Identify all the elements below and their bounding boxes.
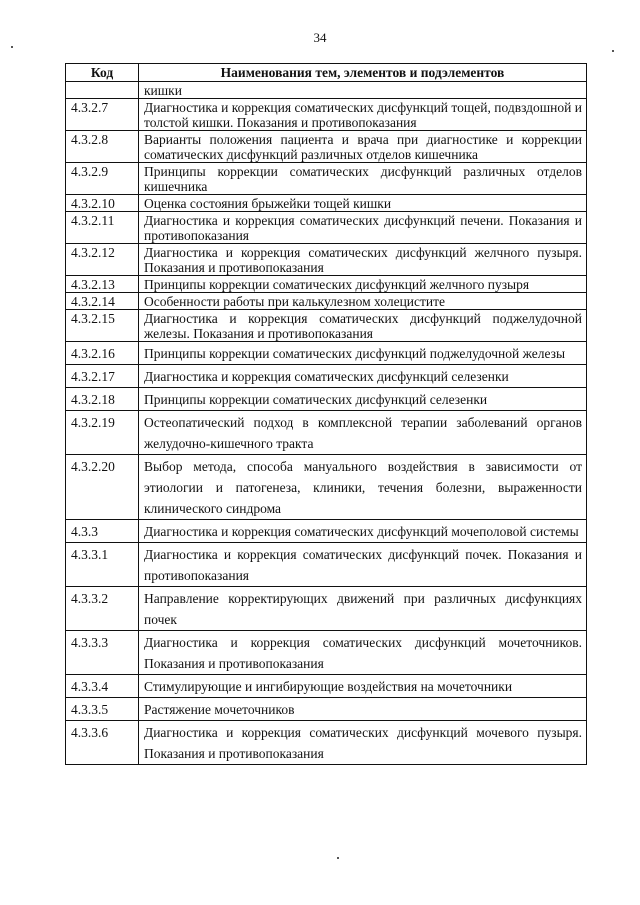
row-name: Диагностика и коррекция соматических дисфункций почек. Показания и противопоказания [139, 543, 587, 587]
row-name: Принципы коррекции соматических дисфункций селезенки [139, 388, 587, 411]
table-row [66, 631, 587, 675]
page-number: 34 [313, 30, 327, 45]
row-code: 4.3.2.16 [66, 342, 139, 365]
row-code: 4.3.3.6 [66, 721, 139, 765]
scan-speck [612, 50, 614, 52]
table-header-row [66, 64, 587, 82]
header-name: Наименования тем, элементов и подэлементов [139, 64, 587, 82]
table-row [66, 342, 587, 365]
row-code: 4.3.3.2 [66, 587, 139, 631]
table-row [66, 587, 587, 631]
row-name: Принципы коррекции соматических дисфункций различных отделов кишечника [139, 163, 587, 195]
table-row [66, 543, 587, 587]
row-name: Оценка состояния брыжейки тощей кишки [139, 195, 587, 212]
table-row [66, 195, 587, 212]
row-name: Диагностика и коррекция соматических дисфункций мочеточников. Показания и противопоказания [139, 631, 587, 675]
row-code: 4.3.2.20 [66, 455, 139, 520]
row-name: Диагностика и коррекция соматических дисфункций печени. Показания и противопоказания [139, 212, 587, 244]
scan-speck [11, 46, 13, 48]
row-name: Диагностика и коррекция соматических дисфункций селезенки [139, 365, 587, 388]
table-row [66, 99, 587, 131]
row-name: Особенности работы при калькулезном холецистите [139, 293, 587, 310]
row-code [66, 82, 139, 99]
row-code: 4.3.2.8 [66, 131, 139, 163]
row-name: Диагностика и коррекция соматических дисфункций тощей, подвздошной и толстой кишки. Показания и противопоказания [139, 99, 587, 131]
table-row [66, 411, 587, 455]
table-row [66, 310, 587, 342]
row-code: 4.3.2.13 [66, 276, 139, 293]
row-code: 4.3.3 [66, 520, 139, 543]
table-row [66, 293, 587, 310]
row-code: 4.3.2.12 [66, 244, 139, 276]
row-code: 4.3.3.1 [66, 543, 139, 587]
row-code: 4.3.2.11 [66, 212, 139, 244]
table-row [66, 698, 587, 721]
table-row [66, 455, 587, 520]
row-name: кишки [139, 82, 587, 99]
topics-table [65, 63, 587, 765]
table-row [66, 365, 587, 388]
row-code: 4.3.2.9 [66, 163, 139, 195]
row-name: Диагностика и коррекция соматических дисфункций мочевого пузыря. Показания и противопоказания [139, 721, 587, 765]
table-row [66, 388, 587, 411]
row-name: Направление корректирующих движений при различных дисфункциях почек [139, 587, 587, 631]
row-name: Остеопатический подход в комплексной терапии заболеваний органов желудочно-кишечного тракта [139, 411, 587, 455]
row-name: Принципы коррекции соматических дисфункций поджелудочной железы [139, 342, 587, 365]
table-row [66, 163, 587, 195]
row-code: 4.3.2.18 [66, 388, 139, 411]
table-row [66, 244, 587, 276]
row-name: Выбор метода, способа мануального воздействия в зависимости от этиологии и патогенеза, клиники, течения болезни, выраженности клинического синдрома [139, 455, 587, 520]
table-row [66, 82, 587, 99]
table-row [66, 212, 587, 244]
table-row [66, 675, 587, 698]
row-name: Варианты положения пациента и врача при диагностике и коррекции соматических дисфункций различных отделов кишечника [139, 131, 587, 163]
row-code: 4.3.3.4 [66, 675, 139, 698]
row-code: 4.3.2.19 [66, 411, 139, 455]
table-row [66, 721, 587, 765]
row-name: Диагностика и коррекция соматических дисфункций поджелудочной железы. Показания и противопоказания [139, 310, 587, 342]
row-code: 4.3.2.17 [66, 365, 139, 388]
row-code: 4.3.2.15 [66, 310, 139, 342]
table-row [66, 520, 587, 543]
row-name: Диагностика и коррекция соматических дисфункций желчного пузыря. Показания и противопоказания [139, 244, 587, 276]
row-code: 4.3.2.10 [66, 195, 139, 212]
table-row [66, 276, 587, 293]
row-code: 4.3.3.3 [66, 631, 139, 675]
table-row [66, 131, 587, 163]
row-name: Диагностика и коррекция соматических дисфункций мочеполовой системы [139, 520, 587, 543]
row-code: 4.3.2.14 [66, 293, 139, 310]
row-name: Принципы коррекции соматических дисфункций желчного пузыря [139, 276, 587, 293]
row-name: Растяжение мочеточников [139, 698, 587, 721]
row-name: Стимулирующие и ингибирующие воздействия на мочеточники [139, 675, 587, 698]
row-code: 4.3.2.7 [66, 99, 139, 131]
header-code: Код [66, 64, 139, 82]
row-code: 4.3.3.5 [66, 698, 139, 721]
scan-speck [337, 857, 339, 859]
